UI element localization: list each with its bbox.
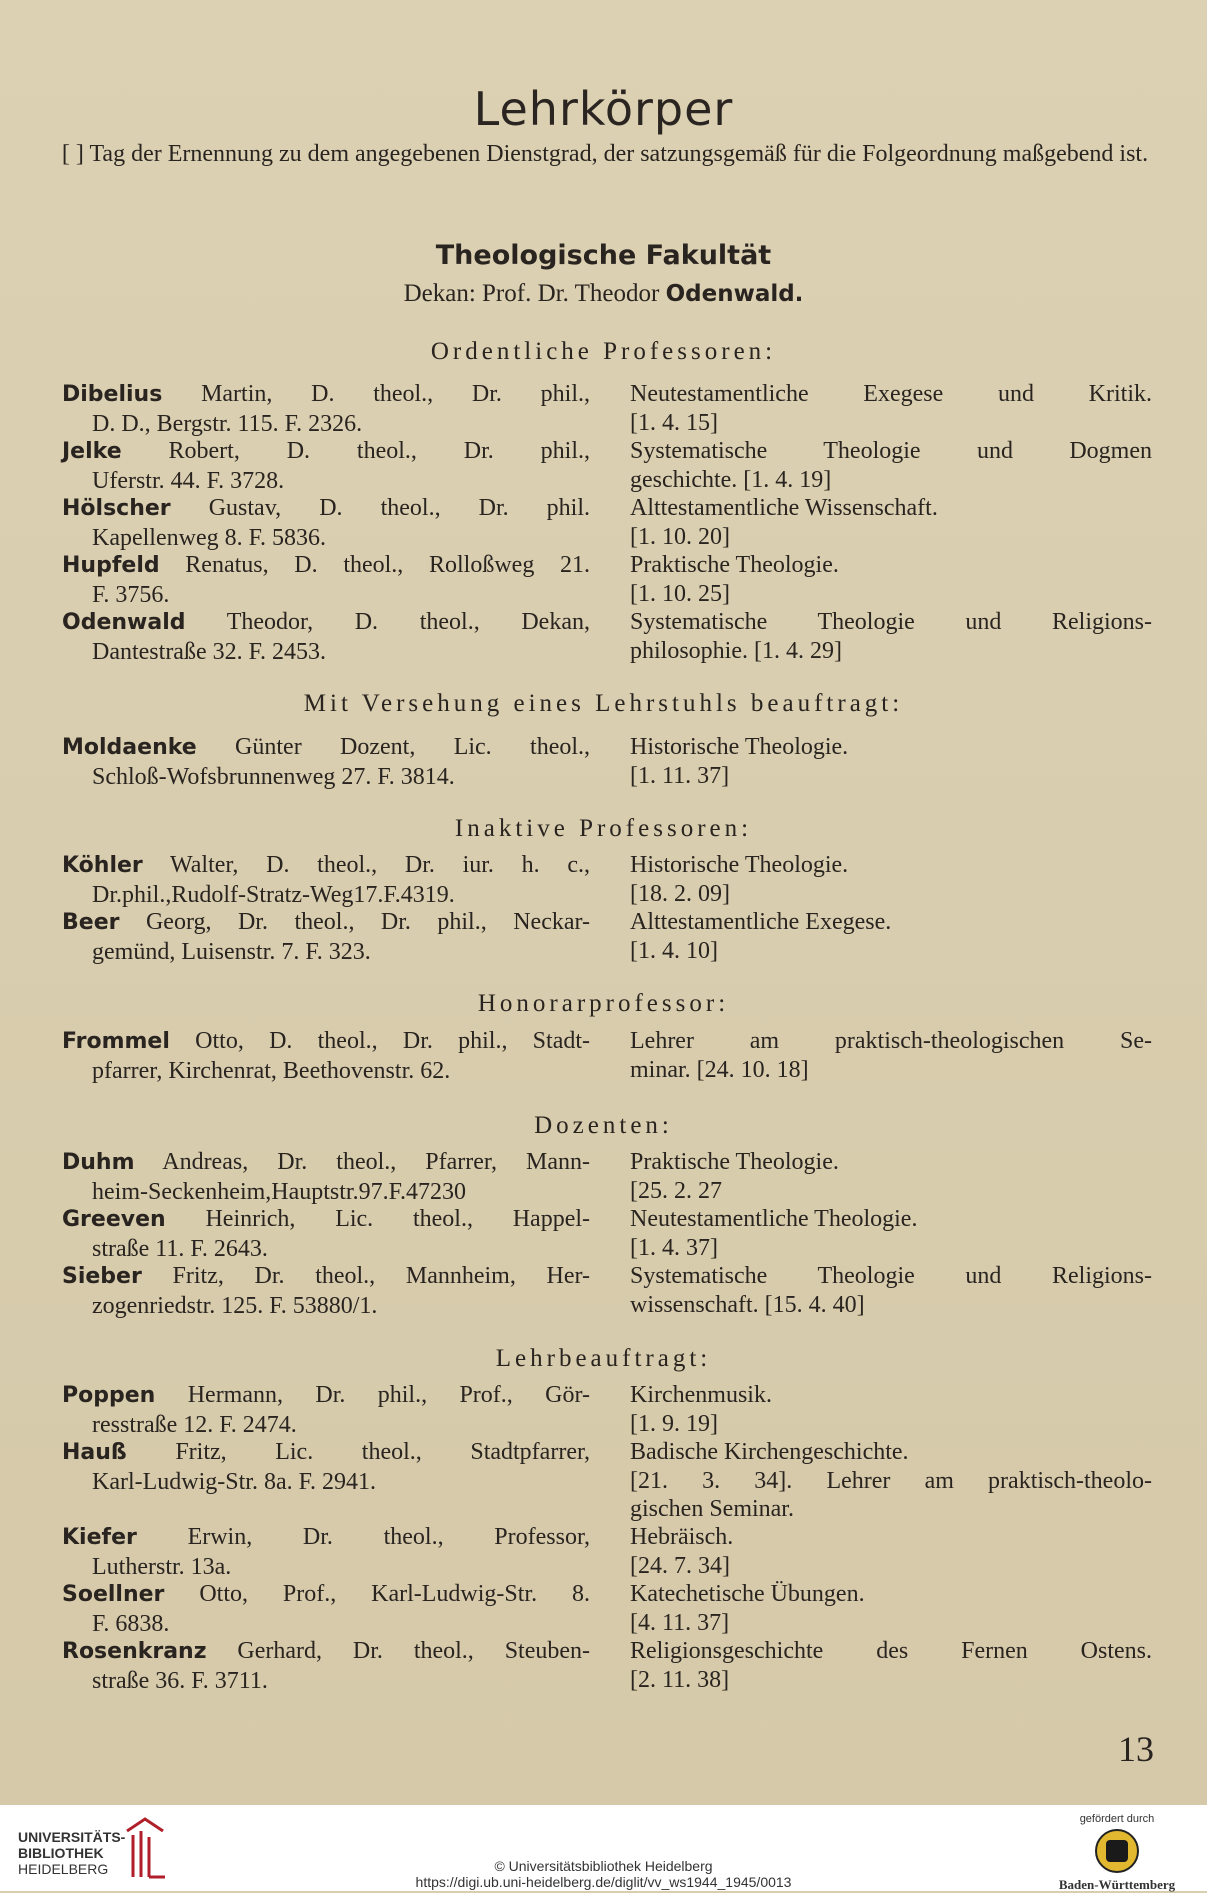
entry-name: Moldaenke	[62, 735, 197, 760]
library-logo-text[interactable]: UNIVERSITÄTS- BIBLIOTHEK HEIDELBERG	[18, 1829, 126, 1877]
section-lehrauftrag: Lehrbeauftragt:	[495, 1345, 712, 1372]
entry-name: Poppen	[62, 1383, 156, 1408]
entry-name: Hölscher	[62, 496, 171, 521]
entry-name: Duhm	[62, 1150, 135, 1175]
dean-name: Odenwald.	[665, 281, 804, 307]
copyright-text: © Universitätsbibliothek Heidelberg	[494, 1858, 713, 1874]
entry-name: Soellner	[62, 1582, 165, 1607]
entry-name: Dibelius	[62, 382, 163, 407]
document-page: Lehrkörper [ ] Tag der Ernennung zu dem angegebenen Dienstgrad, der satzungsgemäß für die Folgeordnung maßgebend ist. Theologische Fakultät Dekan: Prof. Dr. Theodor Odenwald. Ordentliche Professoren: Dibelius Martin, D. theol., Dr. phil., D. D., Bergstr. 115. F. 2326. Neutestamentliche Exegese und Kritik. [1. 4. 15] Jelke Robert, D. theol., Dr. phil., Uferstr. 44. F. 3728. Systematische Theologie und Dogmen geschichte. [1. 4. 19] Hölscher Gustav, D. theol., Dr. phil. Kapellenweg 8. F. 5836. Alttestamentliche Wissenschaft. [1. 10. 20] Hupfeld Renatus, D. theol., Rolloßweg 21. F. 3756. Praktische Theologie. [1. 10. 25] Odenwald Theodor, D. theol., Dekan, Dantestraße 32. F. 2453. Systematische Theologie und Religions- philosophie. [1. 4. 29] Mit Versehung eines Lehrstuhls beauftragt: Moldaenke Günter Dozent, Lic. theol., Schloß-Wofsbrunnenweg 27. F. 3814. Historische Theologie. [1. 11. 37] Inaktive Professoren: Köhler Walter, D. theol., Dr. iur. h. c., Dr.phil.,Rudolf-Stratz-Weg17.F.4319. Historische Theologie. [18. 2. 09] Beer Georg, Dr. theol., Dr. phil., Neckar- gemünd, Luisenstr. 7. F. 323. Alttestamentliche Exegese. [1. 4. 10] Honorarprofessor: Frommel Otto, D. theol., Dr. phil., Stadt- pfarrer, Kirchenrat, Beethovenstr. 62. Lehrer am praktisch-theologischen Se- minar. [24. 10. 18] Dozenten: Duhm Andreas, Dr. theol., Pfarrer, Mann- heim-Seckenheim,Hauptstr.97.F.47230 Praktische Theologie. [25. 2. 27 Greeven Heinrich, Lic. theol., Happel- straße 11. F. 2643. Neutestamentliche Theologie. [1. 4. 37] Sieber Fritz, Dr. theol., Mannheim, Her- zogenriedstr. 125. F. 53880/1. Systematische Theologie und Religions- wissenschaft. [15. 4. 40] Lehrbeauftragt: Poppen Hermann, Dr. phil., Prof., Gör- resstraße 12. F. 2474. Kirchenmusik. [1. 9. 19] Hauß Fritz, Lic. theol., Stadtpfarrer, Karl-Ludwig-Str. 8a. F. 2941. Badische Kirchengeschichte. [21. 3. 34]. Lehrer am praktisch-theolo- gischen Seminar. Kiefer Erwin, Dr. theol., Professor, Lutherstr. 13a. Hebräisch. [24. 7. 34] Soellner Otto, Prof., Karl-Ludwig-Str. 8. F. 6838. Katechetische Übungen. [4. 11. 37] Rosenkranz Gerhard, Dr. theol., Steuben- straße 36. F. 3711. Religionsgeschichte des Fernen Ostens. [2. 11. 38] 13	[0, 0, 1207, 1805]
dean-prefix: Dekan: Prof. Dr. Theodor	[403, 280, 660, 307]
source-url[interactable]: https://digi.ub.uni-heidelberg.de/diglit/vv_ws1944_1945/0013	[415, 1874, 792, 1890]
section-dozenten: Dozenten:	[534, 1112, 673, 1139]
page-title: Lehrkörper	[473, 82, 734, 136]
section-versehung: Mit Versehung eines Lehrstuhls beauftragt:	[303, 690, 904, 717]
header-note: [ ] Tag der Ernennung zu dem angegebenen Dienstgrad, der satzungsgemäß für die Folgeordnung maßgebend ist.	[61, 141, 1149, 167]
dean-line	[0, 280, 1207, 308]
entry-name: Jelke	[62, 439, 122, 464]
copyright-block	[0, 1858, 1207, 1890]
faculty-heading: Theologische Fakultät	[435, 240, 772, 271]
entry-name: Kiefer	[62, 1525, 137, 1550]
entry-name: Frommel	[62, 1029, 170, 1054]
entry-name: Hauß	[62, 1440, 127, 1465]
section-honorar: Honorarprofessor:	[477, 990, 730, 1017]
page-number: 13	[1118, 1729, 1154, 1769]
footer-bar	[0, 1805, 1207, 1891]
entry-name: Rosenkranz	[62, 1639, 207, 1664]
section-inaktive: Inaktive Professoren:	[454, 815, 753, 842]
entry-name: Beer	[62, 910, 120, 935]
entry-name: Köhler	[62, 853, 143, 878]
entry-name: Sieber	[62, 1264, 142, 1289]
section-ordentliche: Ordentliche Professoren:	[430, 338, 777, 365]
entry-name: Hupfeld	[62, 553, 160, 578]
entry-name: Greeven	[62, 1207, 166, 1232]
entry-name: Odenwald	[62, 610, 186, 635]
sponsor-logo: gefördert durch Baden-Württemberg	[1058, 1813, 1176, 1892]
coat-of-arms-icon	[1095, 1829, 1139, 1873]
